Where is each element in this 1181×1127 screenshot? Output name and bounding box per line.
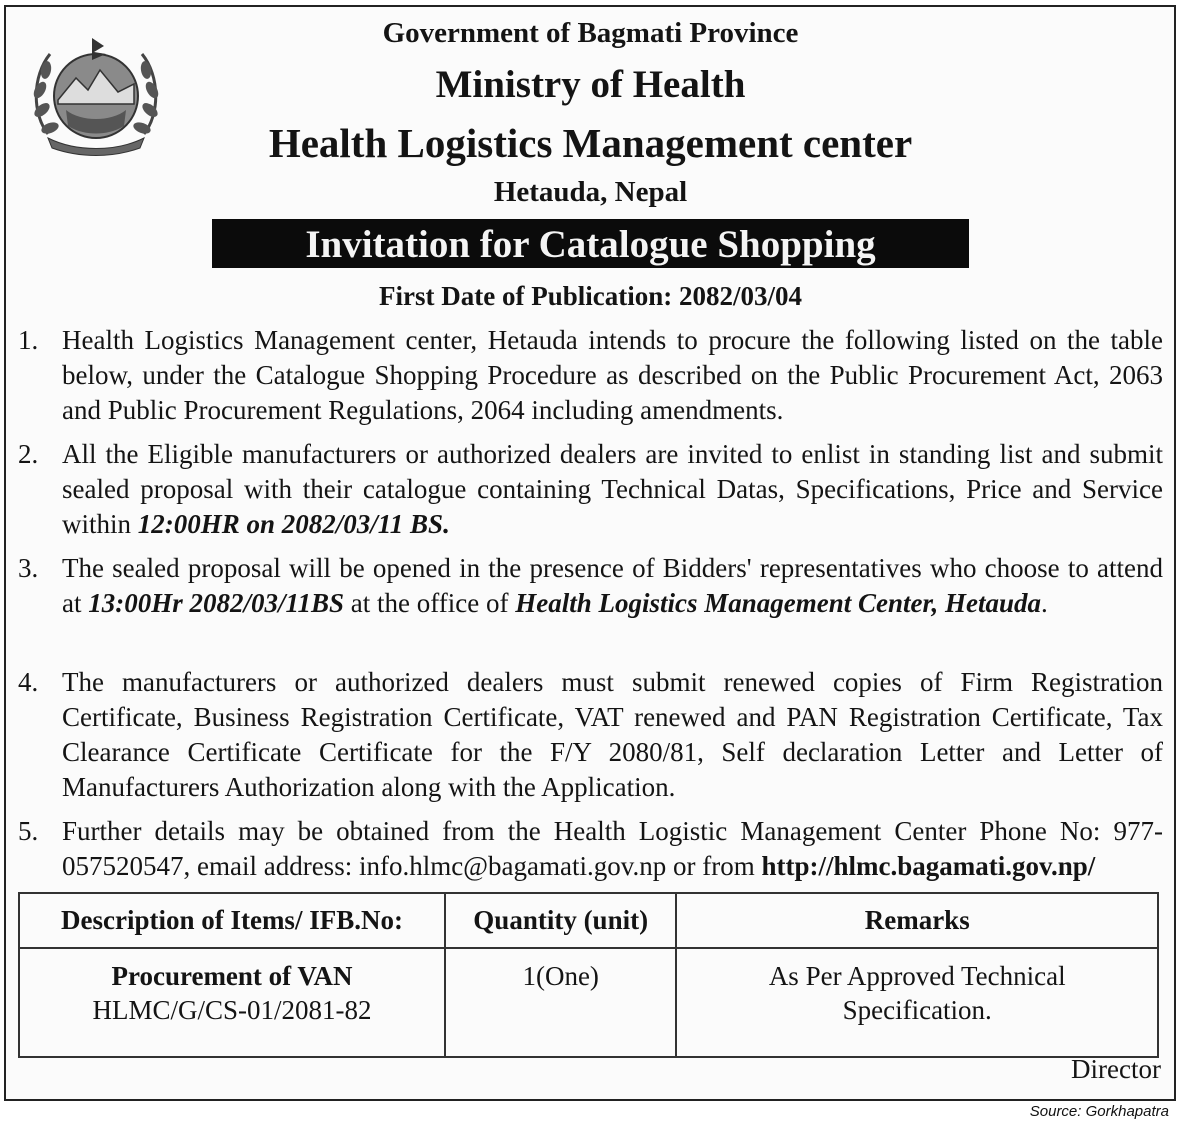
table-header-row xyxy=(19,893,1158,948)
notice-title-banner: Invitation for Catalogue Shopping xyxy=(212,219,969,268)
opening-time: 13:00Hr 2082/03/11BS xyxy=(88,588,345,618)
items-table xyxy=(18,892,1159,1058)
government-heading: Government of Bagmati Province xyxy=(382,17,799,49)
center-heading: Health Logistics Management center xyxy=(268,120,913,166)
item-number: 3. xyxy=(18,553,39,583)
table-header-quantity: Quantity (unit) xyxy=(445,893,677,948)
item-number: 1. xyxy=(18,325,39,355)
table-header-remarks: Remarks xyxy=(676,893,1158,948)
item-number: 5. xyxy=(18,816,39,846)
item-text: All the Eligible manufacturers or authorized dealers are invited to enlist in standing list and submit sealed proposal with their catalogue containing Technical Datas, Specifications, Price and Service within 12:00HR on 2082/03/11 BS. xyxy=(62,439,1163,539)
submission-deadline: 12:00HR on 2082/03/11 BS. xyxy=(137,509,450,539)
remarks-cell: As Per Approved Technical Specification. xyxy=(676,948,1158,1057)
item-text: Further details may be obtained from the Health Logistic Management Center Phone No: 977-057520547, email address: info.hlmc@bagamati.gov.np or from http://hlmc.bagamati.gov.np/ xyxy=(62,816,1163,881)
item-number: 2. xyxy=(18,439,39,469)
ministry-heading: Ministry of Health xyxy=(435,63,746,106)
table-row xyxy=(19,948,1158,1057)
signature-director: Director xyxy=(1071,1054,1161,1084)
item-name: Procurement of VAN xyxy=(111,961,353,991)
item-text: The sealed proposal will be opened in the presence of Bidders' representatives who choose to attend at 13:00Hr 2082/03/11BS at the office of Health Logistics Management Center, Hetauda. xyxy=(62,553,1163,618)
item-text: The manufacturers or authorized dealers must submit renewed copies of Firm Registration Certificate, Business Registration Certificate, VAT renewed and PAN Registration Certificate, Tax Clearance Certificate Certificate for the F/Y 2080/81, Self declaration Letter and Letter of Manufacturers Authorization along with the Application. xyxy=(62,667,1163,802)
source-credit: Source: Gorkhapatra xyxy=(1029,1103,1169,1120)
item-description-cell xyxy=(19,948,445,1057)
item-text: Health Logistics Management center, Hetauda intends to procure the following listed on the table below, under the Catalogue Shopping Procedure as described on the Public Procurement Act, 2063 and Public Procurement Regulations, 2064 including amendments. xyxy=(62,325,1163,425)
opening-venue: Health Logistics Management Center, Hetauda xyxy=(515,588,1042,618)
location-heading: Hetauda, Nepal xyxy=(493,176,688,208)
quantity-cell: 1(One) xyxy=(445,948,677,1057)
item-number: 4. xyxy=(18,667,39,697)
table-header-description: Description of Items/ IFB.No: xyxy=(19,893,445,948)
publication-date: First Date of Publication: 2082/03/04 xyxy=(379,281,802,311)
website-link[interactable]: http://hlmc.bagamati.gov.np/ xyxy=(761,851,1096,881)
ifb-number: HLMC/G/CS-01/2081-82 xyxy=(92,995,372,1025)
